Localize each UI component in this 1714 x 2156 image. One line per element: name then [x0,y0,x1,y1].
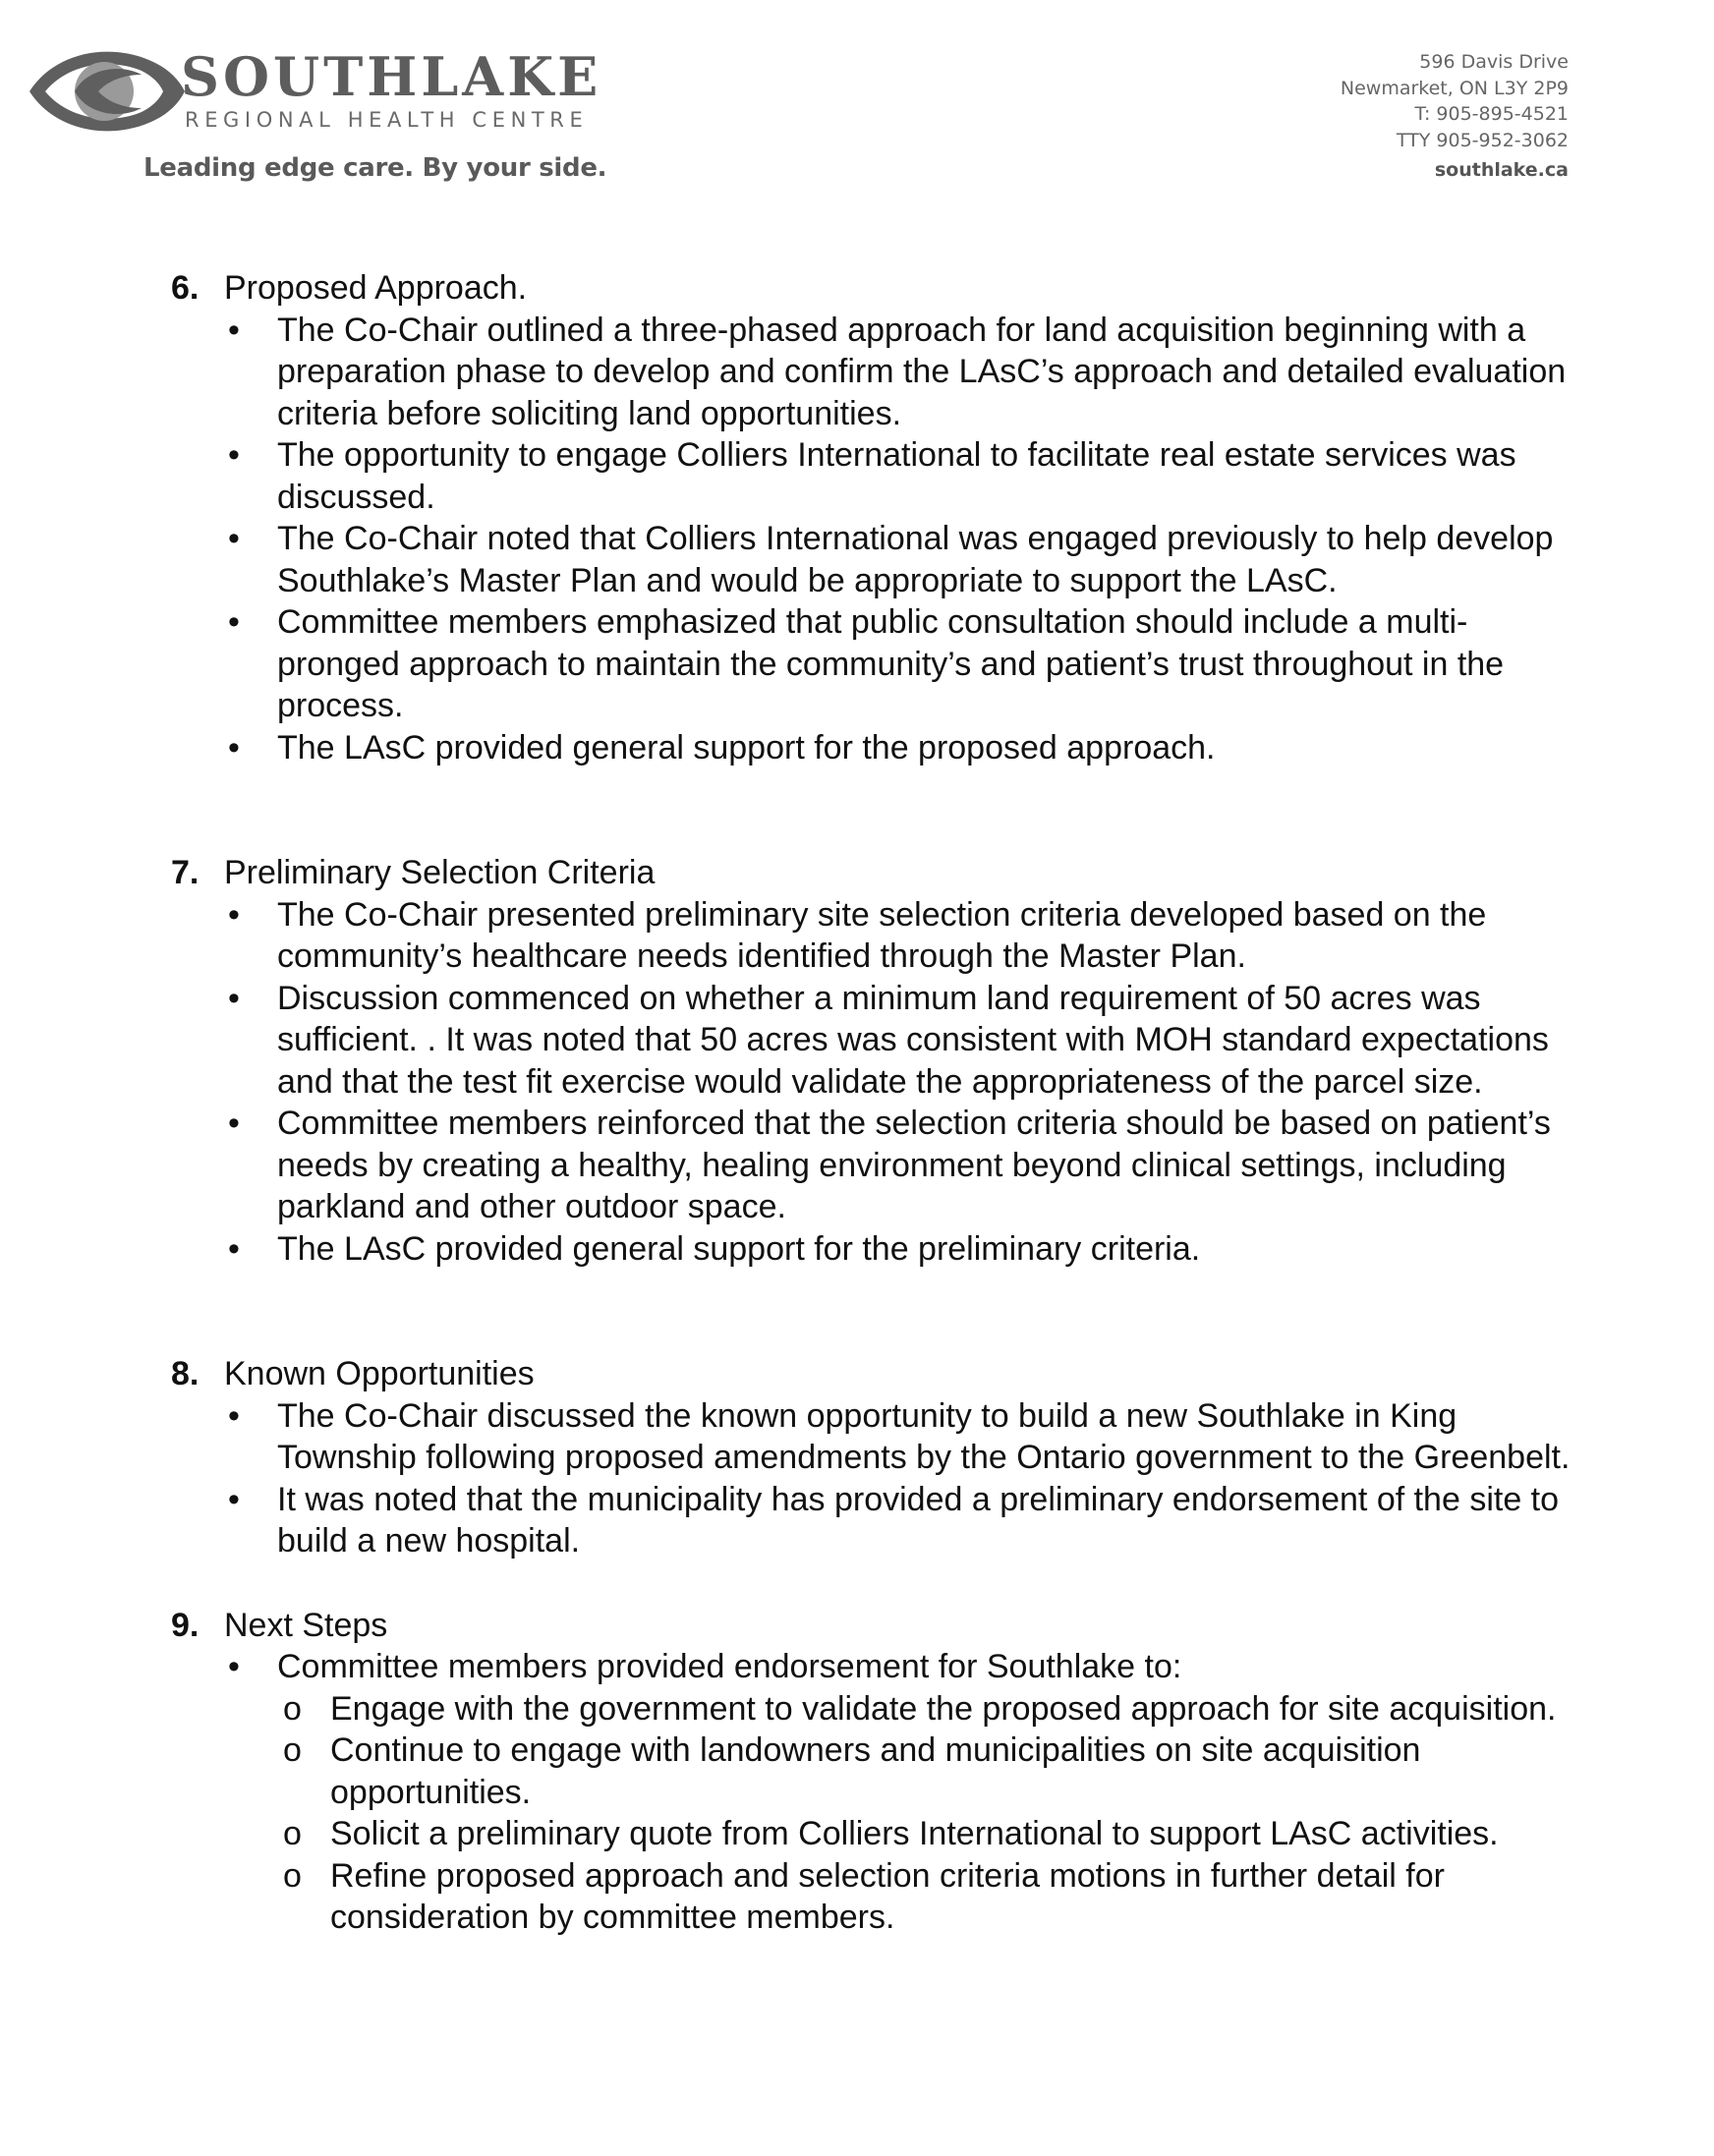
item-title: Known Opportunities [224,1355,535,1392]
bullet-item: • The LAsC provided general support for the proposed approach. [224,727,1576,769]
item-title: Preliminary Selection Criteria [224,854,656,891]
tty-line: TTY 905-952-3062 [1396,129,1569,151]
item-title: Proposed Approach. [224,269,528,307]
minutes-body [171,267,1576,1939]
agenda-item-7 [171,852,1576,1270]
website-link[interactable]: southlake.ca [1434,159,1569,181]
bullet-list [224,894,1576,1271]
item-number: 7. [171,854,200,891]
bullet-item: • The opportunity to engage Colliers International to facilitate real estate services was discussed. [224,434,1576,518]
sub-bullet-item: o Solicit a preliminary quote from Colliers International to support LAsC activities. [277,1813,1576,1855]
agenda-item-9 [171,1605,1576,1939]
address-block [1341,49,1569,184]
bullet-list [224,1646,1576,1939]
address-line: 596 Davis Drive [1419,51,1569,73]
bullet-item [224,1646,1576,1939]
bullet-item: • The Co-Chair discussed the known opportunity to build a new Southlake in King Township following proposed amendments by the Ontario government to the Greenbelt. [224,1395,1576,1479]
sub-bullet-list [277,1688,1576,1939]
bullet-item: • It was noted that the municipality has provided a preliminary endorsement of the site to build a new hospital. [224,1479,1576,1562]
logo-subtitle: REGIONAL HEALTH CENTRE [185,108,589,132]
bullet-list [224,310,1576,769]
bullet-item: • The Co-Chair presented preliminary site selection criteria developed based on the community’s healthcare needs identified through the Master Plan. [224,894,1576,978]
sub-bullet-item: o Refine proposed approach and selection criteria motions in further detail for consideration by committee members. [277,1855,1576,1939]
bullet-list [224,1395,1576,1562]
item-title: Next Steps [224,1606,388,1644]
eye-logo-icon [26,45,187,138]
bullet-item: • Discussion commenced on whether a minimum land requirement of 50 acres was sufficient. . It was noted that 50 acres was consistent with MOH standard expectations and that the test fit exercise would validate the appropriateness of the parcel size. [224,978,1576,1104]
item-number: 6. [171,269,200,307]
logo-name: SOUTHLAKE [181,45,602,108]
item-number: 8. [171,1355,200,1392]
item-number: 9. [171,1606,200,1644]
bullet-item: • The LAsC provided general support for the preliminary criteria. [224,1228,1576,1271]
logo-tagline: Leading edge care. By your side. [143,153,607,183]
bullet-item: • The Co-Chair outlined a three-phased approach for land acquisition beginning with a preparation phase to develop and confirm the LAsC’s approach and detailed evaluation criteria before soliciting land opportunities. [224,310,1576,435]
sub-bullet-item: o Continue to engage with landowners and municipalities on site acquisition opportunities. [277,1730,1576,1813]
agenda-item-6 [171,267,1576,768]
agenda-item-8 [171,1353,1576,1562]
bullet-item: • Committee members reinforced that the selection criteria should be based on patient’s needs by creating a healthy, healing environment beyond clinical settings, including parkland and other outdoor space. [224,1103,1576,1228]
sub-bullet-item: o Engage with the government to validate the proposed approach for site acquisition. [277,1688,1576,1730]
phone-line: T: 905-895-4521 [1414,103,1569,125]
address-line: Newmarket, ON L3Y 2P9 [1340,77,1569,99]
bullet-item: • Committee members emphasized that public consultation should include a multi-pronged approach to maintain the community’s and patient’s trust throughout in the process. [224,601,1576,727]
bullet-item: • The Co-Chair noted that Colliers International was engaged previously to help develop Southlake’s Master Plan and would be appropriate to support the LAsC. [224,518,1576,601]
southlake-logo [26,45,607,193]
bullet-text: Committee members provided endorsement for Southlake to: [277,1648,1182,1685]
